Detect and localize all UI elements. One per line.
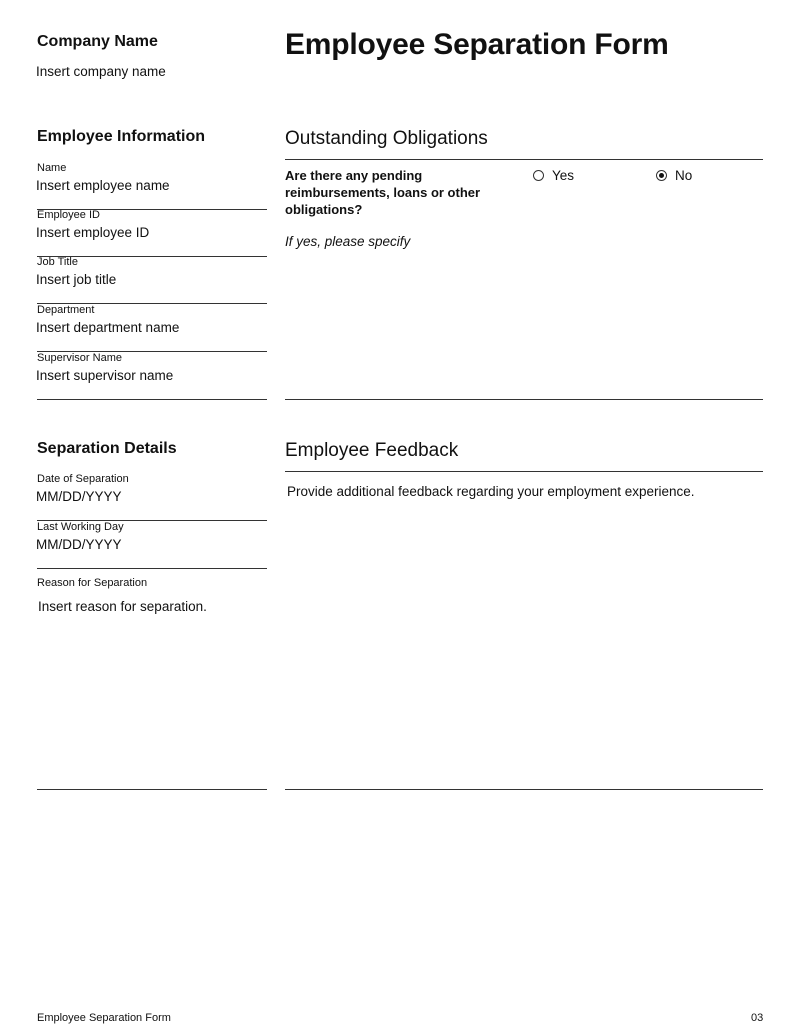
yes-radio-button[interactable] <box>533 170 544 181</box>
obligations-bottom-rule <box>285 399 763 400</box>
yes-radio-label: Yes <box>552 168 575 183</box>
company-name-field[interactable]: Insert company name <box>36 64 166 79</box>
employee-name-field-group <box>37 162 267 210</box>
obligations-question: Are there any pending reimbursements, loans or other obligations? <box>285 168 481 217</box>
date-of-separation-input[interactable]: MM/DD/YYYY <box>36 489 122 504</box>
date-of-separation-label: Date of Separation <box>37 473 129 485</box>
reason-for-separation-label: Reason for Separation <box>37 577 148 589</box>
feedback-top-rule <box>285 471 763 472</box>
no-radio-button[interactable] <box>656 170 667 181</box>
last-working-day-input[interactable]: MM/DD/YYYY <box>36 537 122 552</box>
no-radio-label: No <box>675 168 693 183</box>
feedback-bottom-rule <box>285 789 763 790</box>
page-title: Employee Separation Form <box>285 28 669 61</box>
outstanding-obligations-heading: Outstanding Obligations <box>285 128 488 149</box>
supervisor-name-field-group <box>37 352 267 400</box>
footer-form-title: Employee Separation Form <box>37 1012 171 1024</box>
job-title-label: Job Title <box>37 256 78 268</box>
department-label: Department <box>37 304 95 316</box>
department-field-group <box>37 304 267 352</box>
employee-name-input[interactable]: Insert employee name <box>36 178 170 193</box>
employee-feedback-field[interactable]: Provide additional feedback regarding your employment experience. <box>287 484 695 499</box>
employee-feedback-heading: Employee Feedback <box>285 440 459 461</box>
company-name-label: Company Name <box>37 33 158 50</box>
reason-for-separation-field[interactable]: Insert reason for separation. <box>38 599 207 614</box>
employee-name-label: Name <box>37 162 67 174</box>
obligations-specify-field[interactable]: If yes, please specify <box>285 234 411 249</box>
job-title-field-group <box>37 256 267 304</box>
page-number: 03 <box>751 1012 764 1024</box>
yes-radio-option[interactable] <box>533 168 574 183</box>
obligations-top-rule <box>285 159 763 160</box>
no-radio-option[interactable] <box>656 168 692 183</box>
last-working-day-field-group <box>37 521 267 569</box>
reason-bottom-rule <box>37 789 267 790</box>
date-of-separation-field-group <box>37 473 267 521</box>
supervisor-name-input[interactable]: Insert supervisor name <box>36 368 174 383</box>
last-working-day-label: Last Working Day <box>37 521 124 533</box>
employee-id-field-group <box>37 209 267 257</box>
supervisor-name-label: Supervisor Name <box>37 352 122 364</box>
employee-id-label: Employee ID <box>37 209 100 221</box>
separation-details-heading: Separation Details <box>37 440 177 457</box>
department-input[interactable]: Insert department name <box>36 320 180 335</box>
job-title-input[interactable]: Insert job title <box>36 272 117 287</box>
employee-information-heading: Employee Information <box>37 128 206 145</box>
employee-id-input[interactable]: Insert employee ID <box>36 225 150 240</box>
